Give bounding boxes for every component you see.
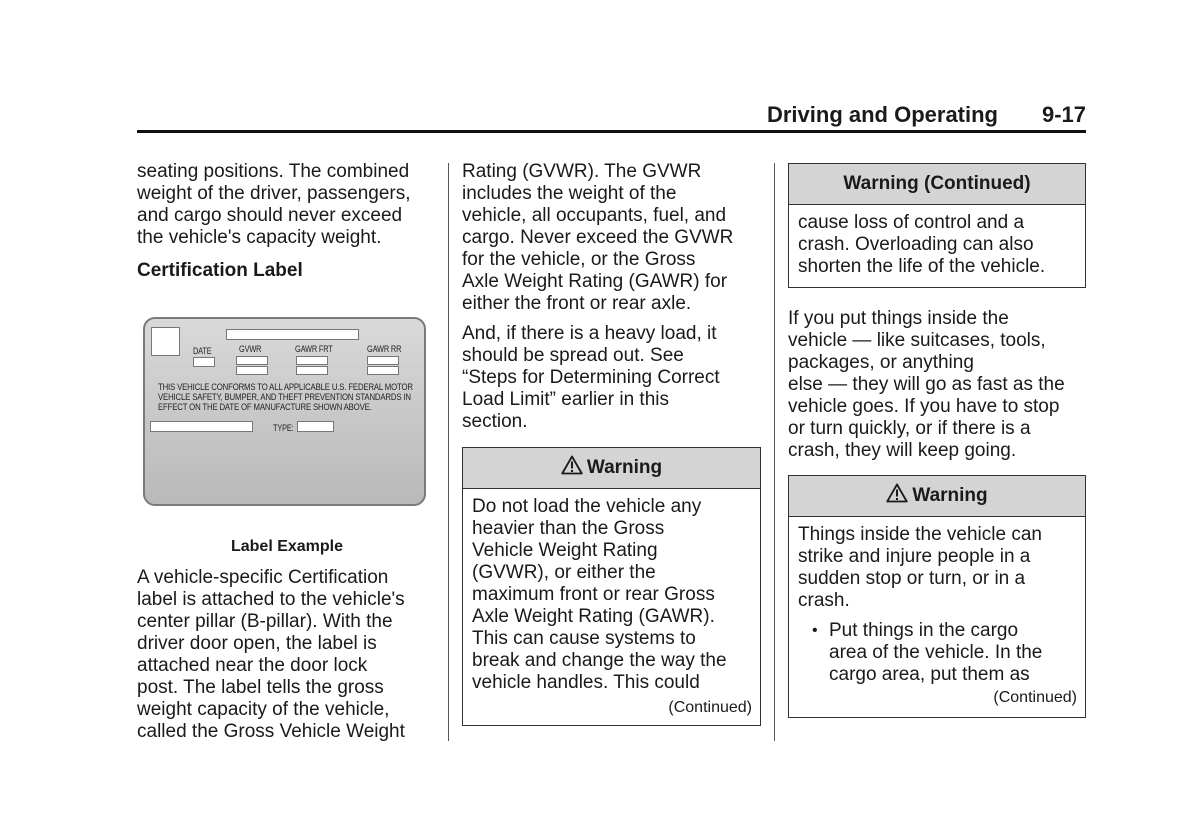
column-divider [448, 163, 449, 741]
gawr-frt-field [296, 356, 328, 365]
intro-paragraph: seating positions. The combined weight of the driver, passengers, and cargo should never exceed the vehicle's capacity weight. [137, 161, 411, 248]
warning-title: Warning [586, 457, 663, 478]
warning-triangle-icon [561, 455, 583, 475]
warning-box-2 [788, 475, 1086, 718]
warning-box [462, 447, 761, 726]
bullet-icon: • [812, 622, 818, 639]
column-2 [462, 161, 762, 433]
bullet-item [798, 620, 1076, 686]
gvwr-field-2 [236, 366, 268, 375]
column-1-body [137, 567, 437, 743]
warning-continued-box [788, 163, 1086, 288]
conformity-statement: THIS VEHICLE CONFORMS TO ALL APPLICABLE U.S. FEDERAL MOTOR VEHICLE SAFETY, BUMPER, AND THEFT PREVENTION STANDARDS IN EFFECT ON THE DATE OF MANUFACTURE SHOWN ABOVE. [158, 382, 413, 413]
warning-title-2: Warning [912, 485, 988, 506]
column-1 [137, 161, 437, 282]
column-3 [788, 308, 1088, 462]
loose-items-paragraph: If you put things inside the vehicle — like suitcases, tools, packages, or anything else — they will go as fast as the vehicle goes. If you have to stop or turn quickly, or if there is a crash, they will keep going. [788, 308, 1065, 461]
gawr-rr-field-2 [367, 366, 399, 375]
warning-triangle-icon [886, 483, 908, 503]
continued-label: (Continued) [668, 699, 752, 716]
gvwr-field [236, 356, 268, 365]
certification-label-figure [143, 317, 426, 506]
warning-body-2 [789, 517, 1085, 686]
warning-continued-text: cause loss of control and a crash. Overloading can also shorten the life of the vehicle. [798, 212, 1046, 277]
warning-body [463, 489, 760, 694]
type-label: TYPE: [273, 423, 294, 433]
certification-label-heading: Certification Label [137, 260, 303, 281]
bullet-text: Put things in the cargo area of the vehicle. In the cargo area, put them as [829, 620, 1043, 685]
page-number: 9-17 [1041, 102, 1086, 127]
warning-text-2: Things inside the vehicle can strike and injure people in a sudden stop or turn, or in a crash. [798, 524, 1042, 611]
heavy-load-paragraph: And, if there is a heavy load, it should be spread out. See “Steps for Determining Correct Load Limit” earlier in this section. [462, 323, 720, 432]
date-label: DATE [193, 346, 212, 356]
warning-continued-body [789, 205, 1085, 278]
section-title: Driving and Operating [766, 102, 998, 127]
warning-header [463, 448, 760, 489]
warning-continued-header: Warning (Continued) [789, 164, 1085, 205]
warning-text: Do not load the vehicle any heavier than the Gross Vehicle Weight Rating (GVWR), or either the maximum front or rear Gross Axle Weight Rating (GAWR). This can cause systems to break and change the way the vehicle handles. This could [472, 496, 727, 693]
figure-caption: Label Example [230, 538, 344, 555]
gvwr-paragraph: Rating (GVWR). The GVWR includes the weight of the vehicle, all occupants, fuel, and cargo. Never exceed the GVWR for the vehicle, or the Gross Axle Weight Rating (GAWR) for either the front or rear axle. [462, 161, 734, 314]
gawr-rr-field [367, 356, 399, 365]
page-header [137, 100, 1086, 133]
body-paragraph: A vehicle-specific Certification label is attached to the vehicle's center pillar (B-pillar). With the driver door open, the label is attached near the door lock post. The label tells the gross weight capacity of the vehicle, called the Gross Vehicle Weight [137, 567, 405, 742]
label-name-field [226, 329, 359, 340]
gawr-frt-label: GAWR FRT [295, 344, 333, 354]
warning-header-2 [789, 476, 1085, 517]
date-field [193, 357, 215, 367]
vin-field [150, 421, 253, 432]
gvwr-label: GVWR [239, 344, 262, 354]
gawr-frt-field-2 [296, 366, 328, 375]
label-corner-box [151, 327, 180, 356]
type-field [297, 421, 334, 432]
gawr-rr-label: GAWR RR [367, 344, 402, 354]
continued-label-2: (Continued) [993, 689, 1077, 706]
column-divider [774, 163, 775, 741]
